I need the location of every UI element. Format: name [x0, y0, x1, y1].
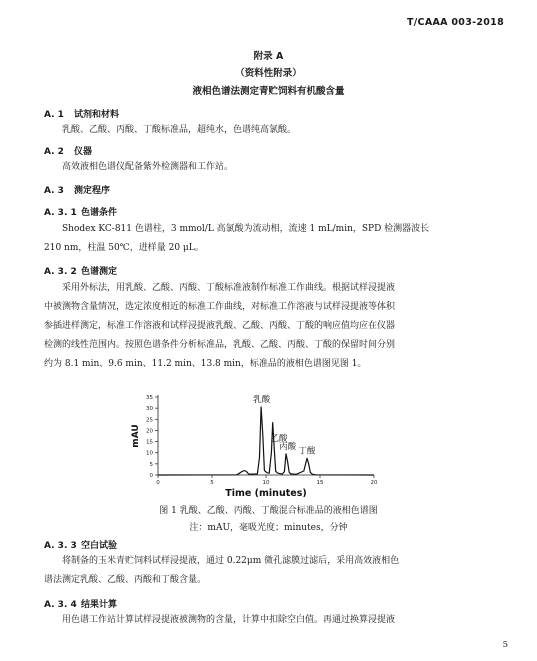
- y-axis-label: mAU: [131, 424, 141, 448]
- x-axis-label: Time (minutes): [225, 488, 307, 497]
- figure-note: 注：mAU，毫吸光度；minutes，分钟: [189, 523, 348, 533]
- peak-label: 丁酸: [298, 446, 316, 457]
- paragraph-line: 检测的线性范围内。按照色谱条件分析标准品，乳酸、乙酸、丙酸、丁酸的保留时间分别: [44, 340, 396, 350]
- section-title: 仪器: [74, 147, 93, 157]
- section-a31-heading: [44, 205, 117, 218]
- paragraph-line: 谱法测定乳酸、乙酸、丙酸和丁酸含量。: [44, 575, 207, 585]
- x-tick-label: 5: [210, 480, 214, 486]
- x-tick-label: 0: [156, 480, 160, 486]
- y-tick-label: 15: [146, 439, 153, 446]
- section-a3-heading: [44, 183, 110, 196]
- section-a33-body: [44, 552, 509, 590]
- section-a31-body: [44, 220, 509, 258]
- appendix-heading: 液相色谱法测定青贮饲料有机酸含量: [192, 86, 345, 97]
- peak-label: 丙酸: [279, 441, 297, 452]
- section-a32-body: [44, 279, 509, 374]
- section-a1-body: [44, 121, 509, 140]
- section-number: A. 1: [44, 110, 64, 120]
- chromatogram-chart: [110, 381, 410, 497]
- x-tick-label: 10: [262, 480, 270, 486]
- section-number: A. 3. 2: [44, 267, 77, 277]
- section-a33-heading: [44, 538, 117, 551]
- y-tick-label: 10: [146, 450, 153, 457]
- x-tick-label: 20: [370, 480, 378, 486]
- section-a1-heading: [44, 107, 119, 120]
- section-title: 测定程序: [74, 186, 111, 196]
- section-number: A. 3. 4: [44, 600, 77, 610]
- figure-caption: 图 1 乳酸、乙酸、丙酸、丁酸混合标准品的液相色谱图: [159, 506, 378, 516]
- paragraph-line: 中被测物含量情况，选定浓度相近的标准工作曲线，对标准工作溶液与试样浸提液等体积: [44, 302, 396, 312]
- chromatogram-trace: [158, 407, 374, 475]
- section-number: A. 3. 3: [44, 541, 77, 551]
- section-title: 试剂和材料: [74, 110, 120, 120]
- appendix-subtitle: （资料性附录）: [235, 68, 302, 79]
- paragraph-line: 210 nm，柱温 50℃，进样量 20 μL。: [44, 243, 204, 253]
- y-tick-label: 5: [149, 461, 153, 468]
- paragraph-line: 采用外标法，用乳酸、乙酸、丙酸、丁酸标准液制作标准工作曲线。根据试样浸提液: [62, 283, 396, 293]
- x-tick-label: 15: [316, 480, 324, 486]
- section-a34-body: [44, 611, 509, 630]
- y-tick-label: 35: [146, 395, 153, 401]
- y-tick-label: 0: [149, 473, 153, 479]
- page-number: 5: [502, 640, 508, 650]
- paragraph-line: 参插进样测定，标准工作溶液和试样浸提液乳酸、乙酸、丙酸、丁酸的响应值均应在仪器: [44, 321, 396, 331]
- y-tick-label: 25: [146, 417, 153, 424]
- section-a2-heading: [44, 144, 92, 157]
- peak-label: 乳酸: [253, 395, 271, 406]
- section-title: 色谱测定: [81, 267, 118, 277]
- section-title: 空白试验: [81, 541, 118, 551]
- standard-code: T/CAAA 003-2018: [407, 17, 504, 28]
- paragraph-line: Shodex KC-811 色谱柱，3 mmol/L 高氯酸为流动相，流速 1 mL/min，SPD 检测器波长: [62, 224, 430, 234]
- section-title: 结果计算: [81, 600, 118, 610]
- y-tick-label: 30: [146, 406, 153, 413]
- section-a2-body: [44, 158, 509, 177]
- paragraph-line: 将制备的玉米青贮饲料试样浸提液，通过 0.22μm 微孔滤膜过滤后，采用高效液相色: [62, 556, 400, 566]
- paragraph-line: 乳酸、乙酸、丙酸、丁酸标准品，超纯水，色谱纯高氯酸。: [62, 125, 297, 135]
- y-tick-label: 20: [146, 428, 153, 435]
- section-a32-heading: [44, 264, 117, 277]
- section-number: A. 3. 1: [44, 208, 77, 218]
- section-a34-heading: [44, 597, 117, 610]
- section-title: 色谱条件: [81, 208, 118, 218]
- paragraph-line: 用色谱工作站计算试样浸提液被测物的含量，计算中扣除空白值。再通过换算浸提液: [62, 615, 396, 625]
- section-number: A. 3: [44, 186, 64, 196]
- paragraph-line: 约为 8.1 min、9.6 min、11.2 min、13.8 min，标准品的液相色谱图见图 1。: [44, 359, 367, 369]
- section-number: A. 2: [44, 147, 64, 157]
- paragraph-line: 高效液相色谱仪配备紫外检测器和工作站。: [62, 162, 234, 172]
- peak-label: 乙酸: [270, 434, 288, 445]
- appendix-title: 附录 A: [253, 51, 284, 62]
